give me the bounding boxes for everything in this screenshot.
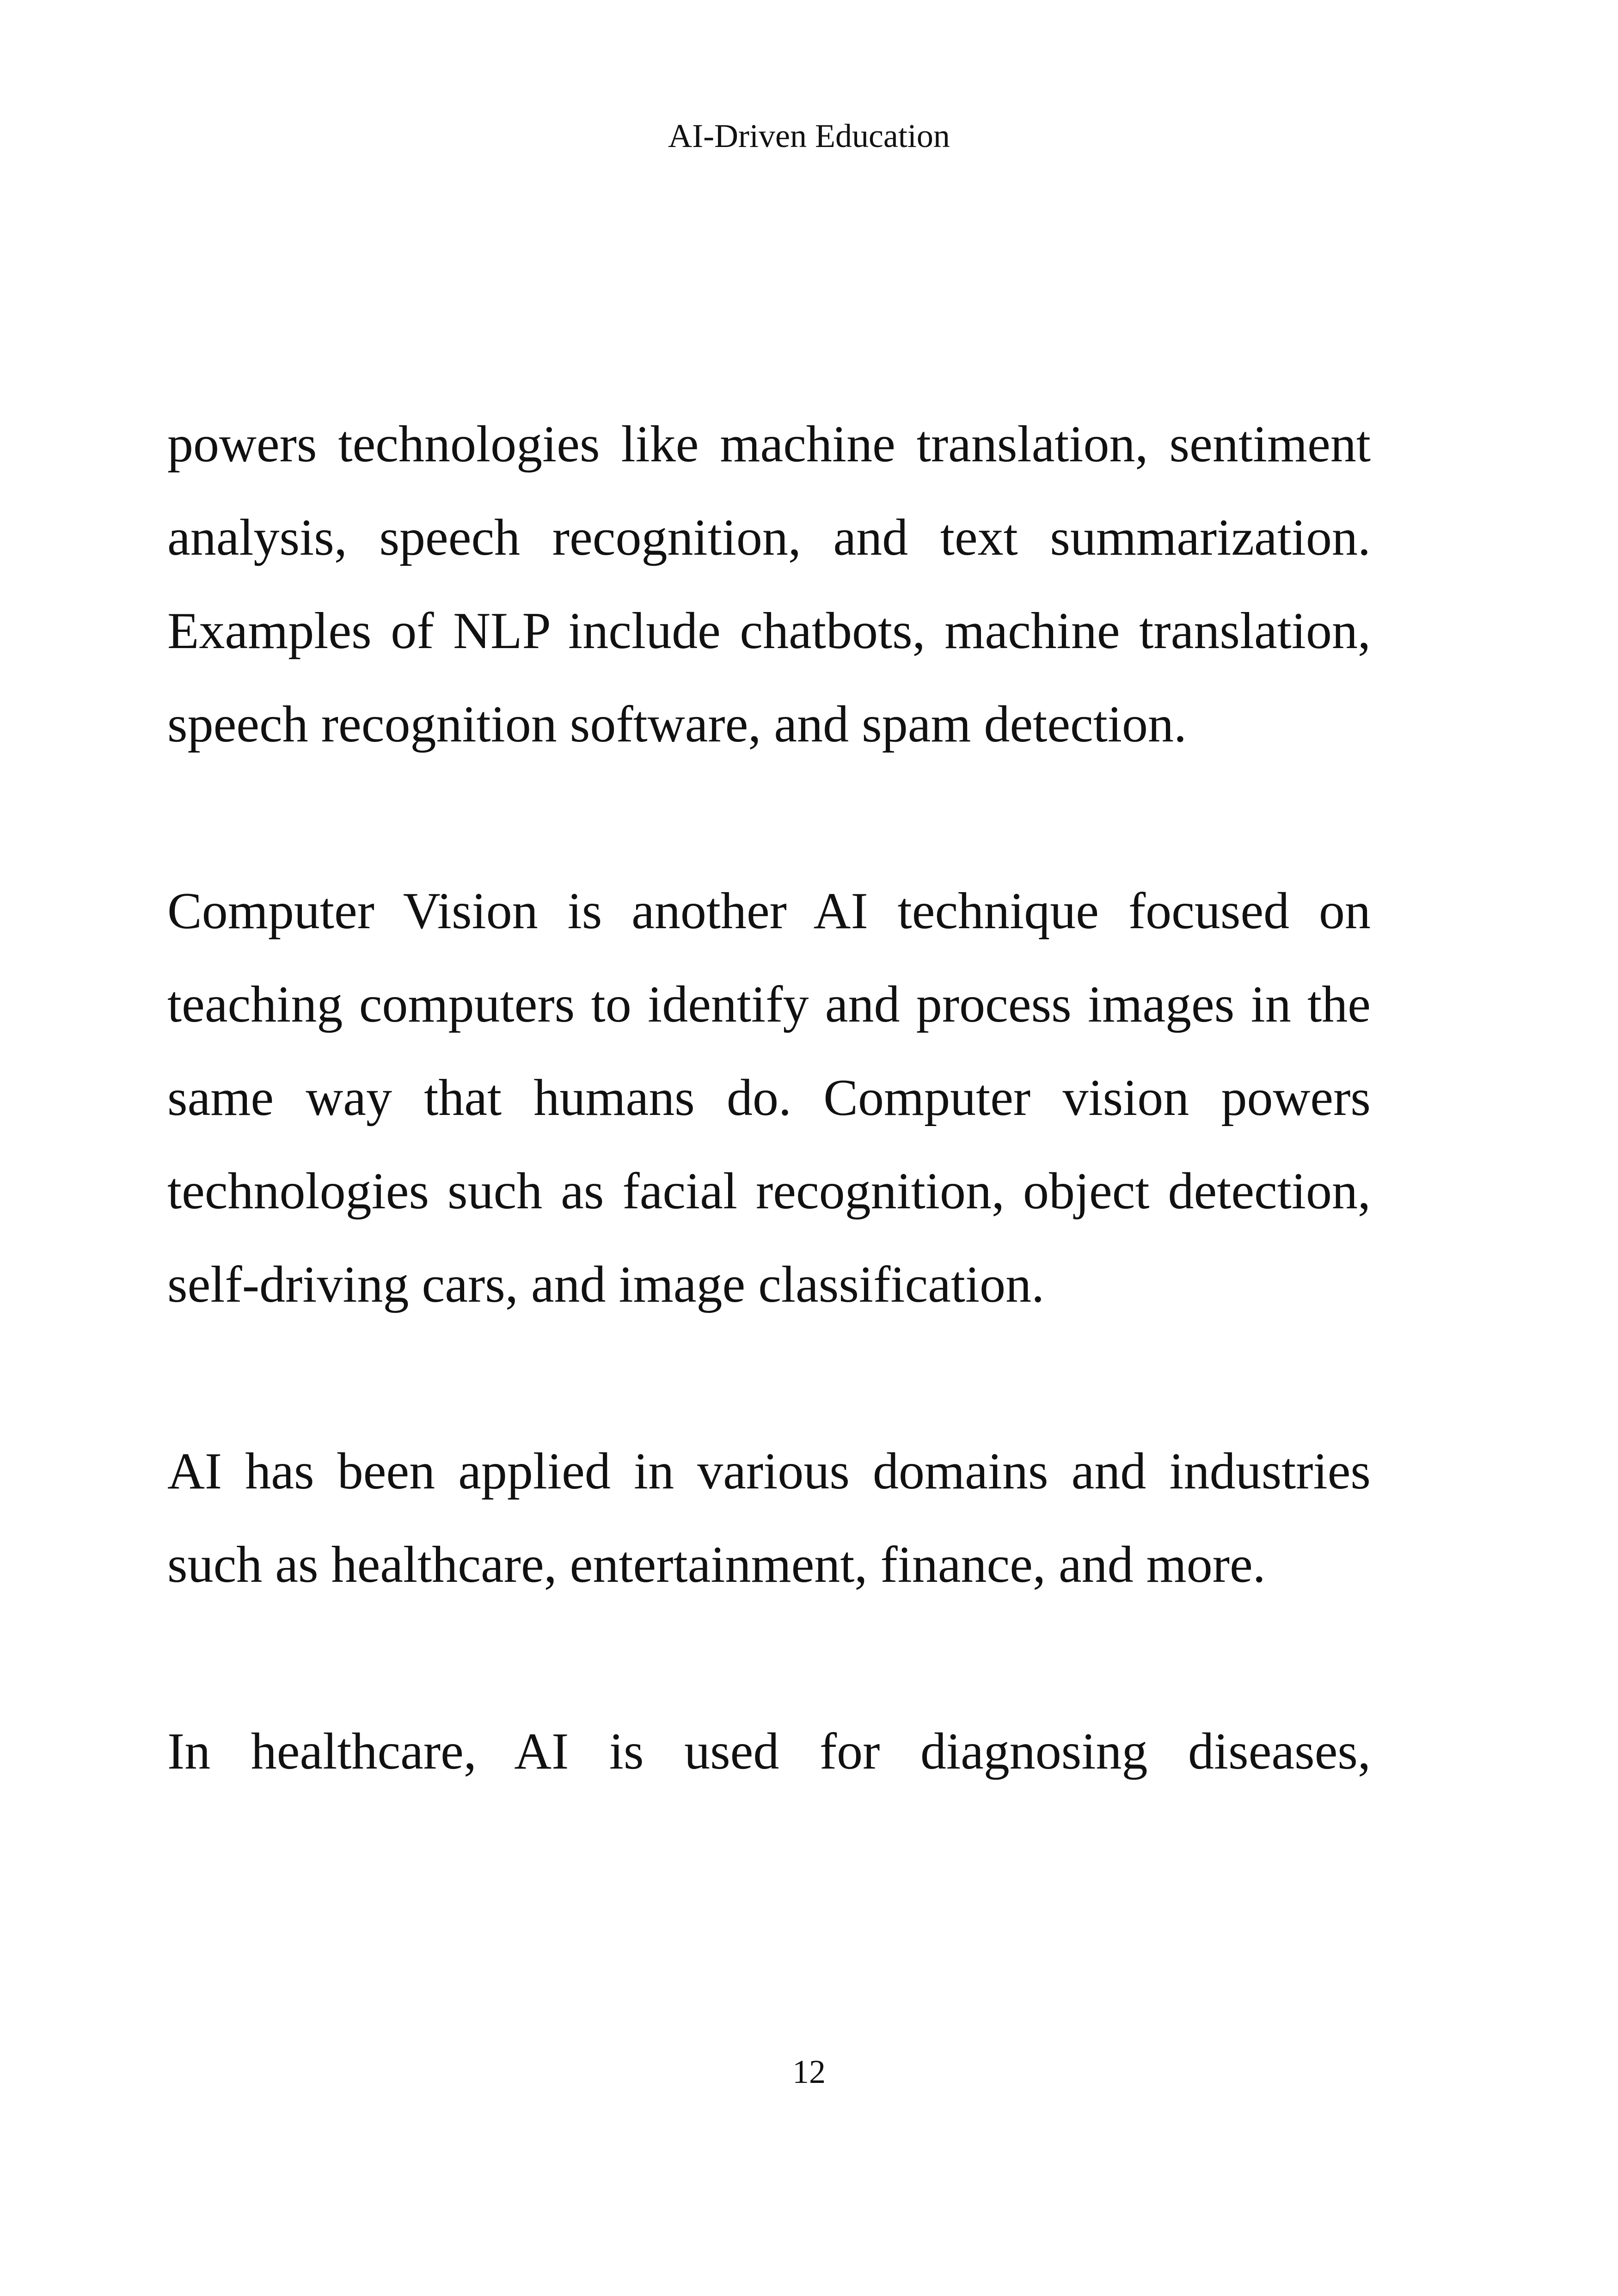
paragraph-healthcare: In healthcare, AI is used for diagnosing diseases, xyxy=(167,1723,1371,1780)
paragraph-ai-domains: AI has been applied in various domains and industries such as healthcare, entertainment, finance, and more. xyxy=(167,1443,1371,1593)
running-header: AI-Driven Education xyxy=(668,117,950,154)
body-text xyxy=(167,398,1371,1892)
paragraph-computer-vision: Computer Vision is another AI technique focused on teaching computers to identify and process images in the same way that humans do. Computer vision powers technologies such as facial recognition, object detection, self-driving cars, and image classification. xyxy=(167,882,1371,1313)
paragraph-nlp: powers technologies like machine translation, sentiment analysis, speech recognition, and text summarization. Examples of NLP include chatbots, machine translation, speech recognition software, and spam detection. xyxy=(167,416,1371,753)
page-number: 12 xyxy=(792,2053,826,2090)
